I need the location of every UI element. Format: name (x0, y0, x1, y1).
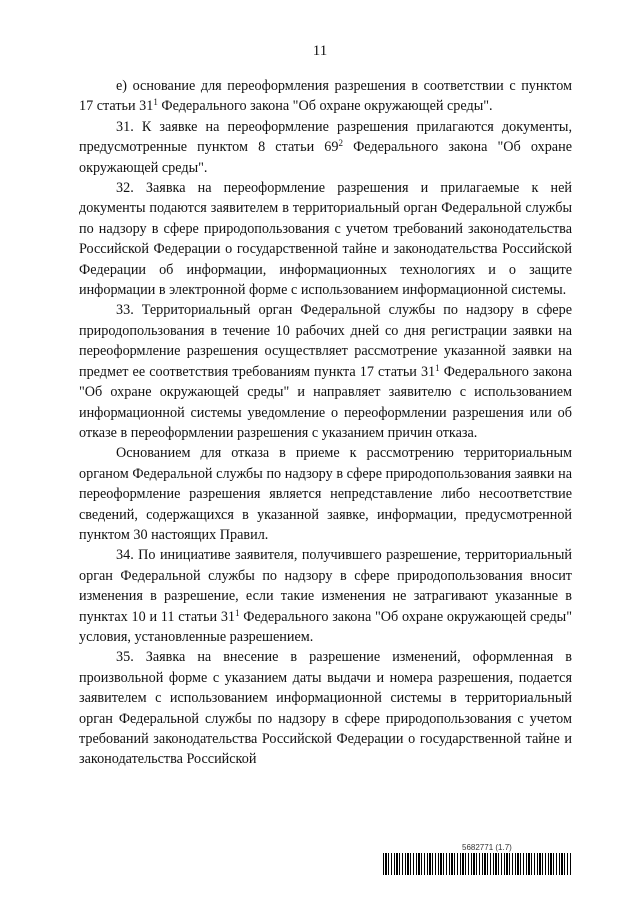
superscript: 1 (435, 362, 440, 373)
document-code: 5682771 (1.7) (462, 843, 512, 852)
paragraph: 33. Территориальный орган Федеральной службы по надзору в сфере природопользования в течение 10 рабочих дней со дня регистрации заявки на переоформление разрешения осуществляет рассмотрение указанной заявки на предмет ее соответствия требованиям пункта 17 статьи $31^1$ Федерального закона "Об охране окружающей среды" и направляет заявителю с использованием информационной системы уведомление о переоформлении разрешения или об отказе в переоформлении разрешения с указанием причин отказа. (79, 302, 573, 441)
paragraph: 31. К заявке на переоформление разрешения прилагаются документы, предусмотренные пунктом 8 статьи $69^2$ Федерального закона "Об охране окружающей среды". (79, 118, 572, 176)
superscript: 1 (153, 97, 158, 108)
paragraph: 35. Заявка на внесение в разрешение изменений, оформленная в произвольной форме с указанием даты выдачи и номера разрешения, подается заявителем с использованием информационной системы в территориальный орган Федеральной службы по надзору в сфере природопользования с учетом требований законодательства Российской Федерации о государственной тайне и законодательства Российской (79, 649, 572, 768)
barcode (383, 853, 572, 875)
paragraph: Основанием для отказа в приеме к рассмотрению территориальным органом Федеральной службы по надзору в сфере природопользования заявки на переоформление разрешения является непредставление либо несоответствие сведений, содержащихся в указанной заявке, информации, предусмотренной пунктом 30 настоящих Правил. (79, 445, 572, 543)
page-number: 11 (312, 43, 328, 59)
paragraph: 34. По инициативе заявителя, получившего разрешение, территориальный орган Федеральной службы по надзору в сфере природопользования вносит изменения в разрешение, если такие изменения не затрагивают указанные в пунктах 10 и 11 статьи $31^1$ Федерального закона "Об охране окружающей среды" условия, установленные разрешением. (79, 547, 572, 645)
superscript: 2 (338, 138, 343, 149)
paragraph: 32. Заявка на переоформление разрешения и прилагаемые к ней документы подаются заявителем в территориальный орган Федеральной службы по надзору в сфере природопользования с учетом требований законодательства Российской Федерации о государственной тайне и законодательства Российской Федерации об информации, информационных технологиях и о защите информации в электронной форме с использованием информационной системы. (79, 180, 572, 299)
document-body (79, 76, 572, 770)
paragraph: е) основание для переоформления разрешения в соответствии с пунктом 17 статьи $31^1$ Федерального закона "Об охране окружающей среды". (79, 78, 572, 115)
superscript: 1 (235, 607, 240, 618)
